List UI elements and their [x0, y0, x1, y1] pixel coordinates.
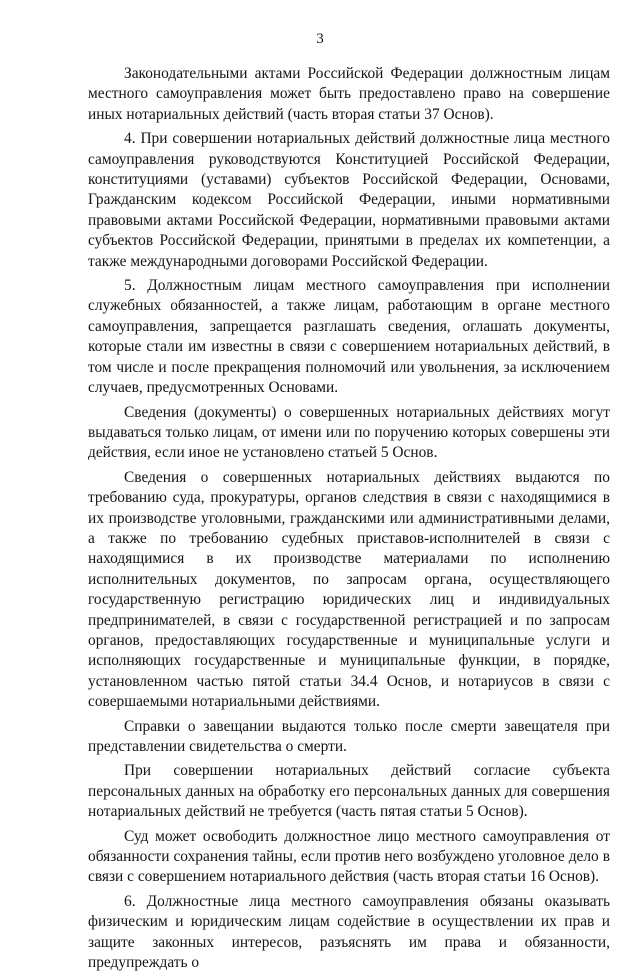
document-body	[88, 64, 610, 973]
paragraph: Справки о завещании выдаются только после смерти завещателя при представлении свидетельства о смерти.	[88, 717, 610, 755]
paragraph: 5. Должностным лицам местного самоуправления при исполнении служебных обязанностей, а также лицам, работающим в органе местного самоуправления, запрещается разглашать сведения, оглашать документы, которые стали им известны в связи с совершением нотариальных действий, в том числе и после прекращения полномочий или увольнения, за исключением случаев, предусмотренных Основами.	[88, 277, 610, 397]
paragraph: 4. При совершении нотариальных действий должностные лица местного самоуправления руководствуются Конституцией Российской Федерации, конституциями (уставами) субъектов Российской Федерации, Основами, Гражданским кодексом Российской Федерации, иными нормативными правовыми актами Российской Федерации, нормативными правовыми актами субъектов Российской Федерации, принятыми в пределах их компетенции, а также международными договорами Российской Федерации.	[88, 130, 610, 270]
paragraph: Суд может освободить должностное лицо местного самоуправления от обязанности сохранения тайны, если против него возбуждено уголовное дело в связи с совершением нотариального действия (часть вторая статьи 16 Основ).	[88, 827, 610, 886]
paragraph: Законодательными актами Российской Федерации должностным лицам местного самоуправления может быть предоставлено право на совершение иных нотариальных действий (часть вторая статьи 37 Основ).	[88, 65, 610, 123]
paragraph: 6. Должностные лица местного самоуправления обязаны оказывать физическим и юридическим лицам содействие в осуществлении их прав и защите законных интересов, разъяснять им права и обязанности, предупреждать о	[88, 892, 610, 972]
paragraph: Сведения о совершенных нотариальных действиях выдаются по требованию суда, прокуратуры, органов следствия в связи с находящимися в их производстве уголовными, гражданскими или административными делами, а также по требованию судебных приставов-исполнителей в связи с находящимися в их производстве материалами по исполнению исполнительных документов, по запросам органа, осуществляющего государственную регистрацию юридических лиц и индивидуальных предпринимателей, в связи с государственной регистрацией и по запросам органов, предоставляющих государственные и муниципальные услуги и исполняющих государственные и муниципальные функции, в порядке, установленном частью пятой статьи 34.4 Основ, и нотариусов в связи с совершаемыми нотариальными действиями.	[88, 468, 610, 711]
paragraph: Сведения (документы) о совершенных нотариальных действиях могут выдаваться только лицам, от имени или по поручению которых совершены эти действия, если иное не установлено статьей 5 Основ.	[88, 403, 610, 462]
page-number: 3	[316, 31, 324, 47]
paragraph: При совершении нотариальных действий согласие субъекта персональных данных на обработку его персональных данных для совершения нотариальных действий не требуется (часть пятая статьи 5 Основ).	[88, 762, 610, 821]
